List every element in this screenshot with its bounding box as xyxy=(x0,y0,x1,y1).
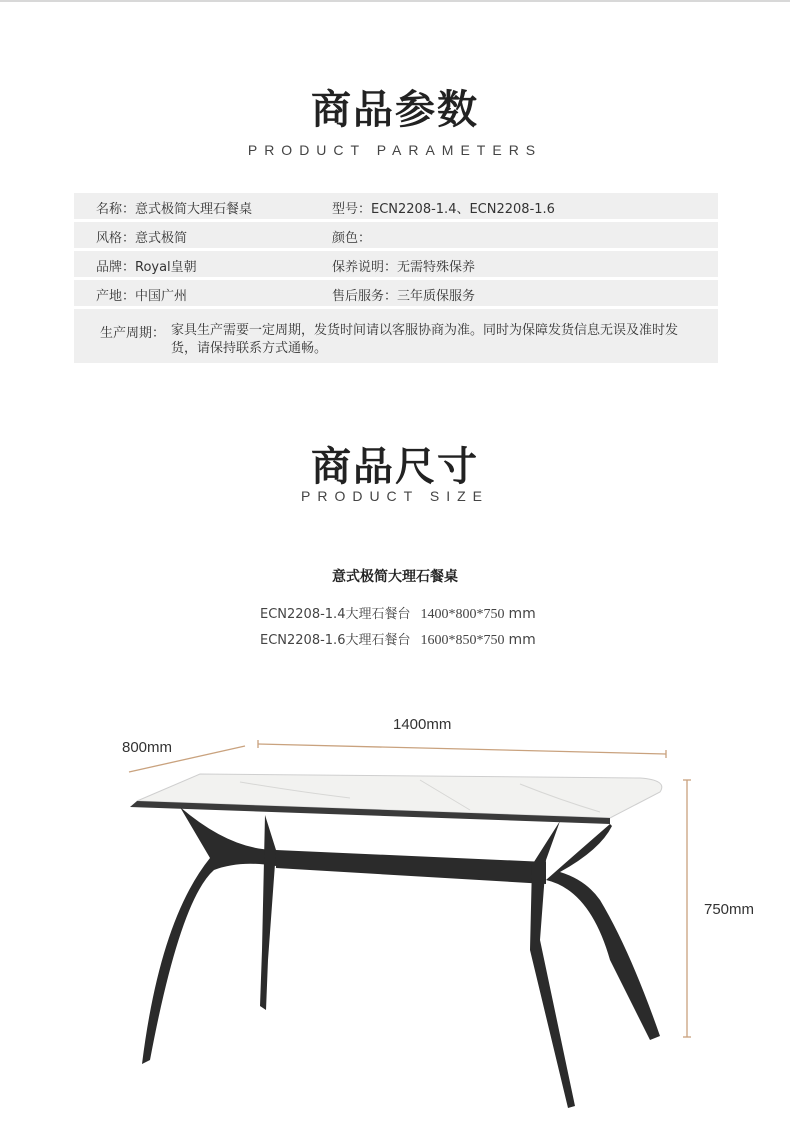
height-label: 750mm xyxy=(704,901,755,918)
param-origin: 产地：中国广州 xyxy=(96,289,188,304)
period-label: 生产周期： xyxy=(100,326,166,341)
size-title: 商品尺寸 xyxy=(311,444,479,490)
spec-line xyxy=(260,603,536,623)
dining-table-illustration xyxy=(0,700,790,1141)
params-row xyxy=(74,222,718,248)
top-divider xyxy=(0,0,790,2)
spec-unit: mm xyxy=(508,606,536,622)
depth-label: 800mm xyxy=(122,739,173,756)
spec-model: ECN2208-1.6大理石餐台 xyxy=(260,633,411,648)
left-front-leg xyxy=(142,807,276,1064)
length-label: 1400mm xyxy=(393,716,452,733)
param-color: 颜色： xyxy=(332,231,372,246)
params-table xyxy=(74,193,718,366)
params-subtitle: PRODUCT PARAMETERS xyxy=(247,142,543,158)
params-row xyxy=(74,280,718,306)
param-brand: 品牌：Royal皇朝 xyxy=(96,260,197,275)
param-model: 型号：ECN2208-1.4、ECN2208-1.6 xyxy=(332,202,555,217)
right-back-leg xyxy=(546,824,660,1040)
spec-dims: 1400*800*750 xyxy=(420,607,505,622)
period-text: 家具生产需要一定周期，发货时间请以客服协商为准。同时为保障发货信息无误及准时发货，请保持联系方式通畅。 xyxy=(171,323,679,356)
size-subtitle: PRODUCT SIZE xyxy=(301,488,489,504)
spec-line xyxy=(260,629,536,649)
params-title: 商品参数 xyxy=(311,87,479,133)
left-back-leg xyxy=(260,815,276,1010)
table-frame xyxy=(142,807,660,1108)
product-name: 意式极简大理石餐桌 xyxy=(332,569,458,585)
params-row-period xyxy=(74,309,718,363)
params-row xyxy=(74,193,718,219)
depth-dimension-line xyxy=(129,746,245,772)
param-style: 风格：意式极简 xyxy=(96,231,188,246)
spec-model: ECN2208-1.4大理石餐台 xyxy=(260,607,411,622)
param-name: 名称：意式极简大理石餐桌 xyxy=(96,202,253,217)
spec-unit: mm xyxy=(508,632,536,648)
length-dimension-line xyxy=(258,744,666,754)
params-row xyxy=(74,251,718,277)
param-service: 售后服务：三年质保服务 xyxy=(332,289,476,304)
crossbar xyxy=(276,850,546,884)
param-care: 保养说明：无需特殊保养 xyxy=(332,260,476,275)
spec-dims: 1600*850*750 xyxy=(420,633,505,648)
